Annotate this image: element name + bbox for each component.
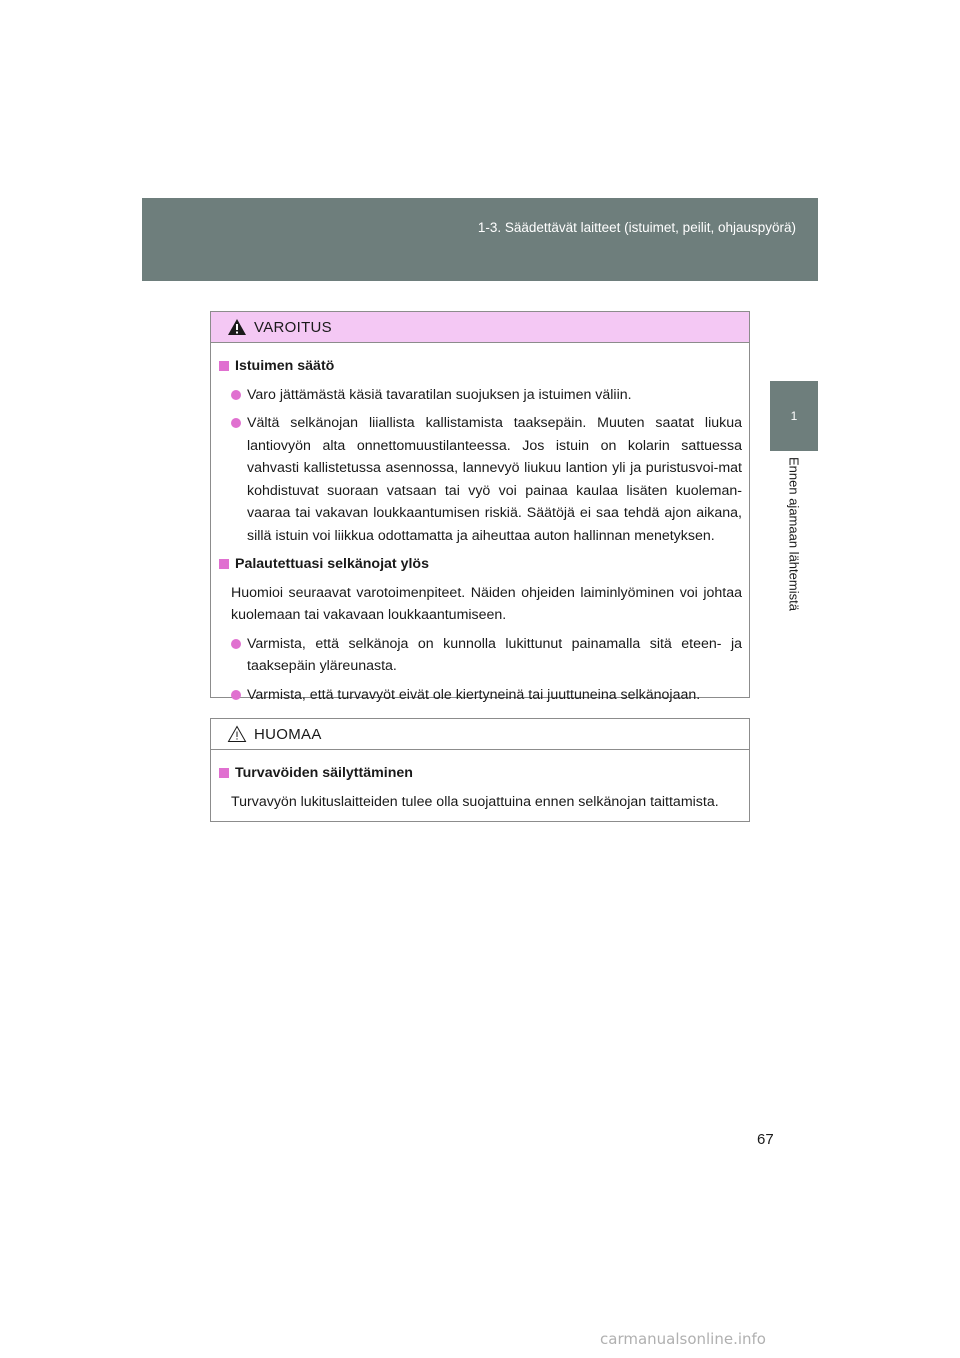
- chapter-number: 1: [790, 409, 798, 423]
- warning-filled-triangle-icon: [227, 318, 247, 336]
- round-bullet-icon: [231, 418, 241, 428]
- section-title-text: Turvavöiden säilyttäminen: [235, 765, 413, 781]
- list-item-text: Varmista, että selkänoja on kunnolla lukittunut painamalla sitä eteen- ja taaksepäin yläreunasta.: [247, 635, 742, 674]
- list-item: [219, 684, 742, 707]
- square-bullet-icon: [219, 559, 229, 569]
- chapter-title: Ennen ajamaan lähtemistä: [786, 457, 802, 611]
- chapter-title-strip: [770, 451, 818, 691]
- note-section-title: [219, 762, 742, 785]
- watermark: carmanualsonline.info: [600, 1330, 766, 1348]
- square-bullet-icon: [219, 768, 229, 778]
- section-intro: Huomioi seuraavat varotoimenpiteet. Näiden ohjeiden laiminlyöminen voi johtaa kuolemaan tai vakavaan loukkaantumiseen.: [231, 584, 742, 623]
- warning-section-title: [219, 553, 742, 576]
- round-bullet-icon: [231, 639, 241, 649]
- warning-section-title: [219, 355, 742, 378]
- caution-outline-triangle-icon: [227, 725, 247, 743]
- list-item-text: Varo jättämästä käsiä tavaratilan suojuksen ja istuimen väliin.: [247, 386, 632, 403]
- warning-label: VAROITUS: [254, 318, 332, 336]
- section-title: 1-3. Säädettävät laitteet (istuimet, peilit, ohjauspyörä): [477, 220, 796, 235]
- section-title-text: Istuimen säätö: [235, 358, 335, 374]
- warning-box: [210, 311, 750, 703]
- chapter-header-band: [142, 198, 818, 281]
- list-item: [219, 633, 742, 678]
- round-bullet-icon: [231, 390, 241, 400]
- page-number: 67: [757, 1131, 774, 1148]
- note-box-header: [211, 719, 749, 750]
- list-item-text: Varmista, että turvavyöt eivät ole kiertyneinä tai juuttuneina selkänojaan.: [247, 686, 701, 703]
- warning-box-body: [211, 343, 749, 706]
- list-item: [219, 412, 742, 547]
- list-item-text: Vältä selkänojan liiallista kallistamista taaksepäin. Muuten saatat liukua lantiovyön alta onnettomuustilanteessa. Jos istuin on kolarin sattuessa vahvasti kallistetussa asennossa, lannevyö liukuu lantion yli ja puristusvoi-mat kohdistuvat suoraan vatsaan tai vyö voi painaa kaulaa lisäten kuoleman-vaaraa tai vakavan loukkaantumisen riskiä. Säätöjä ei saa tehdä ajon aikana, sillä istuin voi liikkua odottamatta ja aiheuttaa auton hallinnan menetyksen.: [247, 415, 742, 544]
- list-item: [219, 384, 742, 407]
- note-box: [210, 718, 750, 822]
- note-box-body: [211, 750, 749, 813]
- warning-box-header: [211, 312, 749, 343]
- round-bullet-icon: [231, 690, 241, 700]
- section-title-text: Palautettuasi selkänojat ylös: [235, 556, 429, 572]
- chapter-tab: [770, 381, 818, 451]
- square-bullet-icon: [219, 361, 229, 371]
- note-label: HUOMAA: [254, 725, 322, 743]
- note-text: Turvavyön lukituslaitteiden tulee olla suojattuina ennen selkänojan taittamista.: [231, 793, 719, 810]
